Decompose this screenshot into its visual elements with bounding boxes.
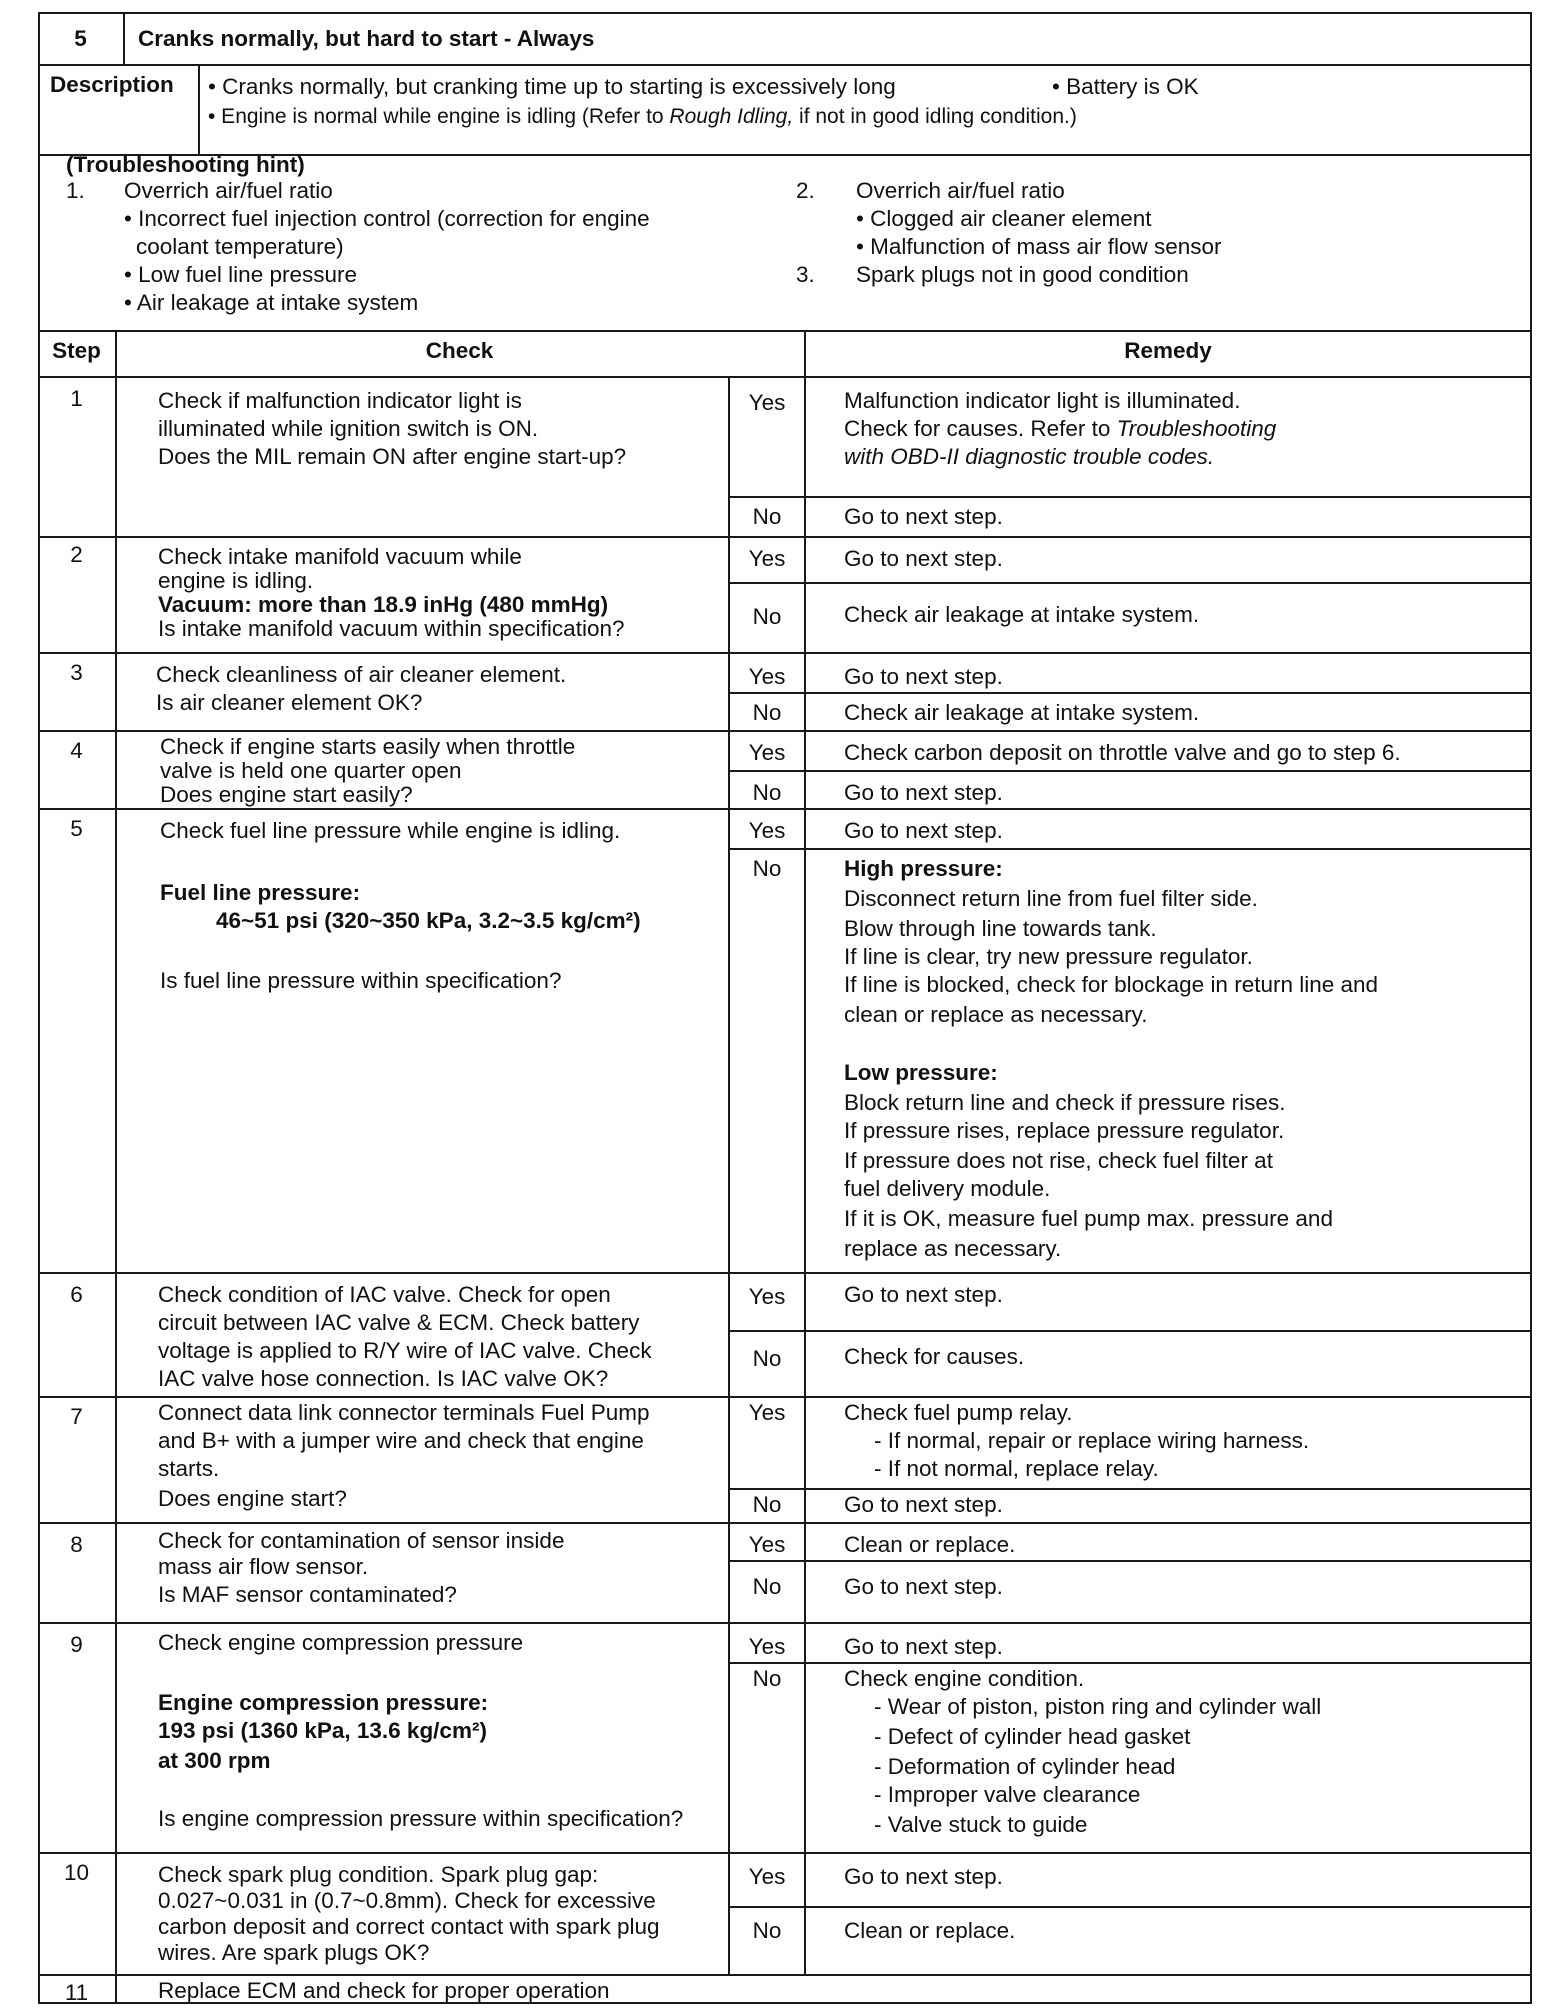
section-title: Cranks normally, but hard to start - Always bbox=[138, 26, 595, 51]
check-spec: 193 psi (1360 kPa, 13.6 kg/cm²) bbox=[158, 1718, 487, 1743]
description-line-2-post: if not in good idling condition.) bbox=[793, 105, 1077, 128]
check-line: Replace ECM and check for proper operation bbox=[158, 1978, 610, 2003]
remedy-line: Check for causes. bbox=[844, 1344, 1025, 1369]
remedy-line: Go to next step. bbox=[844, 1492, 1003, 1517]
rule-yesno bbox=[728, 1330, 1532, 1332]
remedy-line: Clean or replace. bbox=[844, 1532, 1016, 1557]
remedy-line: Go to next step. bbox=[844, 664, 1003, 689]
remedy-line: Clean or replace. bbox=[844, 1918, 1016, 1943]
remedy-heading: High pressure: bbox=[844, 856, 1003, 881]
no-label: No bbox=[752, 604, 782, 629]
description-divider bbox=[198, 64, 200, 154]
check-spec: Vacuum: more than 18.9 inHg (480 mmHg) bbox=[158, 592, 609, 617]
check-spec-title: Fuel line pressure: bbox=[160, 880, 361, 905]
remedy-line: - If normal, repair or replace wiring harness. bbox=[874, 1428, 1310, 1453]
check-line: engine is idling. bbox=[158, 568, 314, 593]
remedy-line: Go to next step. bbox=[844, 1864, 1003, 1889]
no-label: No bbox=[752, 1574, 782, 1599]
no-label: No bbox=[752, 1918, 782, 1943]
remedy-line: replace as necessary. bbox=[844, 1236, 1062, 1261]
section-number: 5 bbox=[74, 26, 87, 51]
step-number: 7 bbox=[70, 1404, 83, 1429]
remedy-line: Go to next step. bbox=[844, 1574, 1003, 1599]
check-line: Is fuel line pressure within specification? bbox=[160, 968, 562, 993]
remedy-line: If line is blocked, check for blockage in return line and bbox=[844, 972, 1379, 997]
remedy-text: Check for causes. Refer to bbox=[844, 416, 1117, 441]
hint-num-2: 2. bbox=[796, 178, 815, 203]
remedy-line: Go to next step. bbox=[844, 1282, 1003, 1307]
hint-1b: • Low fuel line pressure bbox=[124, 262, 357, 287]
remedy-line: Go to next step. bbox=[844, 504, 1003, 529]
check-line: voltage is applied to R/Y wire of IAC valve. Check bbox=[158, 1338, 652, 1363]
check-line: Check engine compression pressure bbox=[158, 1630, 524, 1655]
remedy-line: Check engine condition. bbox=[844, 1666, 1085, 1691]
check-line: IAC valve hose connection. Is IAC valve OK? bbox=[158, 1366, 609, 1391]
rule-step bbox=[38, 1622, 1532, 1624]
step-number: 11 bbox=[64, 1980, 89, 2005]
step-number: 6 bbox=[70, 1282, 83, 1307]
remedy-line: Go to next step. bbox=[844, 1634, 1003, 1659]
check-line: circuit between IAC valve & ECM. Check battery bbox=[158, 1310, 640, 1335]
check-line: Does engine start easily? bbox=[160, 782, 413, 807]
description-line-2 bbox=[208, 102, 1077, 131]
rule-step bbox=[38, 808, 1532, 810]
check-line: 0.027~0.031 in (0.7~0.8mm). Check for excessive bbox=[158, 1888, 656, 1913]
yes-label: Yes bbox=[748, 740, 786, 765]
check-line: wires. Are spark plugs OK? bbox=[158, 1940, 430, 1965]
yes-label: Yes bbox=[748, 1634, 786, 1659]
remedy-heading: Low pressure: bbox=[844, 1060, 998, 1085]
remedy-line: Check air leakage at intake system. bbox=[844, 602, 1200, 627]
rule-hint bbox=[38, 330, 1532, 332]
description-line-2-em: Rough Idling, bbox=[669, 105, 794, 128]
remedy-line: Disconnect return line from fuel filter side. bbox=[844, 886, 1258, 911]
check-line: Does the MIL remain ON after engine start-up? bbox=[158, 444, 627, 469]
description-label: Description bbox=[50, 72, 174, 97]
check-line: Check for contamination of sensor inside bbox=[158, 1528, 565, 1553]
remedy-ref: Troubleshooting bbox=[1116, 416, 1277, 441]
hint-1c: • Air leakage at intake system bbox=[124, 290, 419, 315]
rule-yesno bbox=[728, 1906, 1532, 1908]
rule-header bbox=[38, 64, 1532, 66]
remedy-line: If pressure rises, replace pressure regulator. bbox=[844, 1118, 1285, 1143]
check-line: valve is held one quarter open bbox=[160, 758, 462, 783]
check-line: starts. bbox=[158, 1456, 220, 1481]
yes-label: Yes bbox=[748, 546, 786, 571]
hint-2: Overrich air/fuel ratio bbox=[856, 178, 1065, 203]
remedy-line: Block return line and check if pressure rises. bbox=[844, 1090, 1286, 1115]
no-label: No bbox=[752, 780, 782, 805]
remedy-line: - Deformation of cylinder head bbox=[874, 1754, 1176, 1779]
check-line: Does engine start? bbox=[158, 1486, 347, 1511]
remedy-line: - Defect of cylinder head gasket bbox=[874, 1724, 1191, 1749]
check-spec-title: Engine compression pressure: bbox=[158, 1690, 489, 1715]
remedy-line: Go to next step. bbox=[844, 818, 1003, 843]
hint-1a-cont: coolant temperature) bbox=[136, 234, 344, 259]
rule-yesno bbox=[728, 692, 1532, 694]
check-line: Check intake manifold vacuum while bbox=[158, 544, 522, 569]
check-line: Is MAF sensor contaminated? bbox=[158, 1582, 457, 1607]
remedy-line: with OBD-II diagnostic trouble codes. bbox=[844, 444, 1215, 469]
yes-label: Yes bbox=[748, 390, 786, 415]
column-step: Step bbox=[52, 338, 101, 363]
rule-step bbox=[38, 1272, 1532, 1274]
description-line-1b: • Battery is OK bbox=[1052, 74, 1199, 99]
no-label: No bbox=[752, 1666, 782, 1691]
hint-2b: • Malfunction of mass air flow sensor bbox=[856, 234, 1222, 259]
check-line: Is air cleaner element OK? bbox=[156, 690, 423, 715]
column-check: Check bbox=[425, 338, 494, 363]
step-number: 3 bbox=[70, 660, 83, 685]
yes-label: Yes bbox=[748, 1284, 786, 1309]
step-number: 1 bbox=[70, 386, 83, 411]
border-top bbox=[38, 12, 1532, 14]
remedy-line bbox=[844, 414, 1276, 443]
remedy-line: - If not normal, replace relay. bbox=[874, 1456, 1159, 1481]
no-label: No bbox=[752, 1492, 782, 1517]
description-line-2-pre: • Engine is normal while engine is idling (Refer to bbox=[208, 105, 670, 128]
yes-label: Yes bbox=[748, 818, 786, 843]
divider-remedy bbox=[804, 330, 806, 1976]
rule-yesno bbox=[728, 582, 1532, 584]
remedy-line: Go to next step. bbox=[844, 780, 1003, 805]
step-number: 4 bbox=[70, 738, 83, 763]
check-line: Is engine compression pressure within specification? bbox=[158, 1806, 684, 1831]
yes-label: Yes bbox=[748, 1532, 786, 1557]
check-line: Check if malfunction indicator light is bbox=[158, 388, 522, 413]
check-line: carbon deposit and correct contact with spark plug bbox=[158, 1914, 660, 1939]
remedy-line: Check fuel pump relay. bbox=[844, 1400, 1073, 1425]
check-line: Check spark plug condition. Spark plug gap: bbox=[158, 1862, 599, 1887]
rule-yesno bbox=[728, 1560, 1532, 1562]
hint-3: Spark plugs not in good condition bbox=[856, 262, 1189, 287]
no-label: No bbox=[752, 504, 782, 529]
remedy-line: Malfunction indicator light is illuminated. bbox=[844, 388, 1241, 413]
divider-step bbox=[115, 330, 117, 2004]
check-line: Check if engine starts easily when throttle bbox=[160, 734, 576, 759]
rule-step bbox=[38, 652, 1532, 654]
header-divider bbox=[123, 12, 125, 64]
check-spec: 46~51 psi (320~350 kPa, 3.2~3.5 kg/cm²) bbox=[216, 908, 641, 933]
rule-step bbox=[38, 1522, 1532, 1524]
yes-label: Yes bbox=[748, 1864, 786, 1889]
rule-yesno bbox=[728, 770, 1532, 772]
rule-yesno bbox=[728, 848, 1532, 850]
remedy-line: Go to next step. bbox=[844, 546, 1003, 571]
check-line: Check fuel line pressure while engine is idling. bbox=[160, 818, 621, 843]
step-number: 10 bbox=[63, 1860, 90, 1885]
rule-columns bbox=[38, 376, 1532, 378]
check-line: Connect data link connector terminals Fuel Pump bbox=[158, 1400, 650, 1425]
border-right bbox=[1530, 12, 1532, 2004]
remedy-line: - Wear of piston, piston ring and cylinder wall bbox=[874, 1694, 1322, 1719]
no-label: No bbox=[752, 700, 782, 725]
yes-label: Yes bbox=[748, 664, 786, 689]
hint-1a: • Incorrect fuel injection control (correction for engine bbox=[124, 206, 650, 231]
remedy-line: clean or replace as necessary. bbox=[844, 1002, 1148, 1027]
no-label: No bbox=[752, 1346, 782, 1371]
yes-label: Yes bbox=[748, 1400, 786, 1425]
hint-2a: • Clogged air cleaner element bbox=[856, 206, 1152, 231]
border-left bbox=[38, 12, 40, 2004]
step-number: 2 bbox=[70, 542, 83, 567]
remedy-line: Check air leakage at intake system. bbox=[844, 700, 1200, 725]
remedy-line: Check carbon deposit on throttle valve and go to step 6. bbox=[844, 740, 1401, 765]
step-number: 9 bbox=[70, 1632, 83, 1657]
remedy-line: Blow through line towards tank. bbox=[844, 916, 1157, 941]
step-number: 5 bbox=[70, 816, 83, 841]
column-remedy: Remedy bbox=[1124, 338, 1212, 363]
check-spec: at 300 rpm bbox=[158, 1748, 271, 1773]
remedy-line: If pressure does not rise, check fuel filter at bbox=[844, 1148, 1273, 1173]
check-line: Check cleanliness of air cleaner element. bbox=[156, 662, 567, 687]
hint-num-1: 1. bbox=[66, 178, 85, 203]
remedy-line: fuel delivery module. bbox=[844, 1176, 1051, 1201]
rule-step bbox=[38, 536, 1532, 538]
remedy-line: If it is OK, measure fuel pump max. pressure and bbox=[844, 1206, 1333, 1231]
check-line: Check condition of IAC valve. Check for open bbox=[158, 1282, 611, 1307]
hint-title: (Troubleshooting hint) bbox=[66, 152, 305, 177]
check-line: illuminated while ignition switch is ON. bbox=[158, 416, 539, 441]
remedy-line: If line is clear, try new pressure regulator. bbox=[844, 944, 1253, 969]
no-label: No bbox=[752, 856, 782, 881]
step-number: 8 bbox=[70, 1532, 83, 1557]
check-line: and B+ with a jumper wire and check that engine bbox=[158, 1428, 644, 1453]
check-line: Is intake manifold vacuum within specification? bbox=[158, 616, 625, 641]
hint-num-3: 3. bbox=[796, 262, 815, 287]
description-line-1: • Cranks normally, but cranking time up to starting is excessively long bbox=[208, 74, 896, 99]
remedy-line: - Valve stuck to guide bbox=[874, 1812, 1088, 1837]
hint-1: Overrich air/fuel ratio bbox=[124, 178, 333, 203]
remedy-line: - Improper valve clearance bbox=[874, 1782, 1141, 1807]
rule-step bbox=[38, 1852, 1532, 1854]
check-line: mass air flow sensor. bbox=[158, 1554, 369, 1579]
rule-yesno bbox=[728, 496, 1532, 498]
